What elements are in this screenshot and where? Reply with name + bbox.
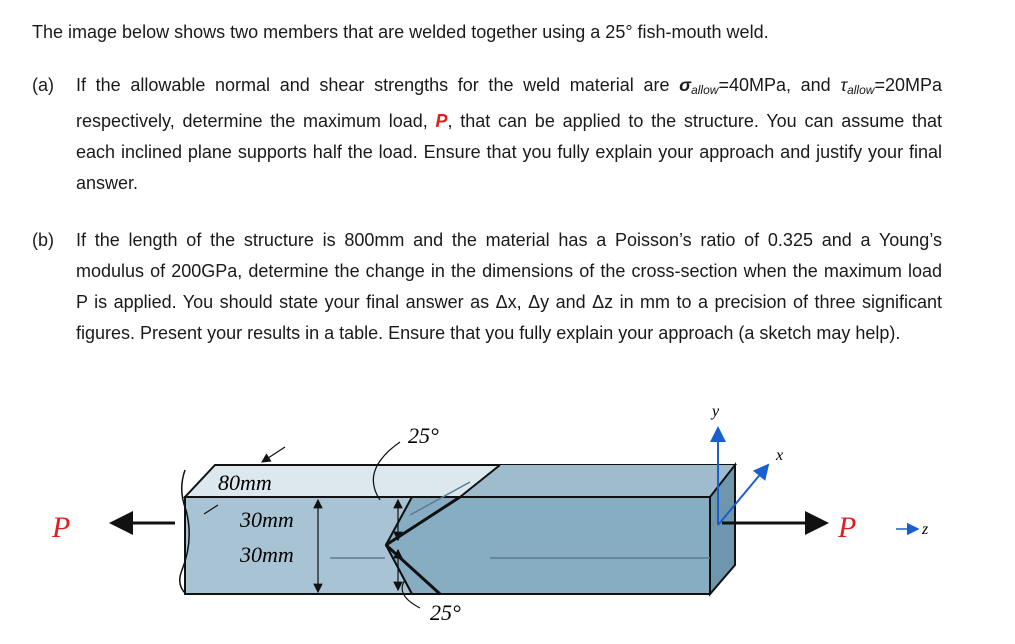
load-symbol-p: P xyxy=(435,111,448,131)
qa-text-2: , that can be applied to the structure. You can assume that each inclined plane supports half the load. Ensure that you fully explain your approach and justify your final answer. xyxy=(76,111,942,193)
right-member xyxy=(386,497,710,594)
load-label-right: P xyxy=(838,511,857,544)
tau-value: =20MPa respectively, determine the maximum load, xyxy=(76,75,942,131)
dim-width-label: 80mm xyxy=(218,470,272,495)
question-a-label: (a) xyxy=(32,75,54,95)
question-b-label: (b) xyxy=(32,230,54,250)
tau-subscript: allow xyxy=(847,83,875,97)
intro-text: The image below shows two members that are welded together using a 25° fish-mouth weld. xyxy=(32,22,769,42)
load-label-left: P xyxy=(52,511,71,544)
axis-x-label: x xyxy=(776,447,784,464)
axis-y-label: y xyxy=(712,403,720,420)
sigma-symbol: σ xyxy=(679,75,692,95)
question-b-text: If the length of the structure is 800mm and the material has a Poisson’s ratio of 0.325 and a Young’s modulus of 200GPa, determine the change in the dimensions of the cross-section when the maximum load P is applied. You should state your final answer as Δx, Δy and Δz in mm to a precision of three significant figures. Present your results in a table. Ensure that you fully explain your approach (a sketch may help). xyxy=(76,230,942,343)
angle-top-label: 25° xyxy=(408,423,439,448)
axis-z-label: z xyxy=(922,521,929,538)
sigma-subscript: allow xyxy=(691,83,719,97)
dim-h1-label: 30mm xyxy=(240,507,294,532)
tau-symbol: τ xyxy=(840,75,848,95)
angle-bottom-label: 25° xyxy=(430,600,461,625)
left-member xyxy=(185,497,412,594)
sigma-value: =40MPa, and xyxy=(718,75,831,95)
qa-text-1: If the allowable normal and shear strengths for the weld material are xyxy=(76,75,680,95)
dim-h2-label: 30mm xyxy=(240,542,294,567)
